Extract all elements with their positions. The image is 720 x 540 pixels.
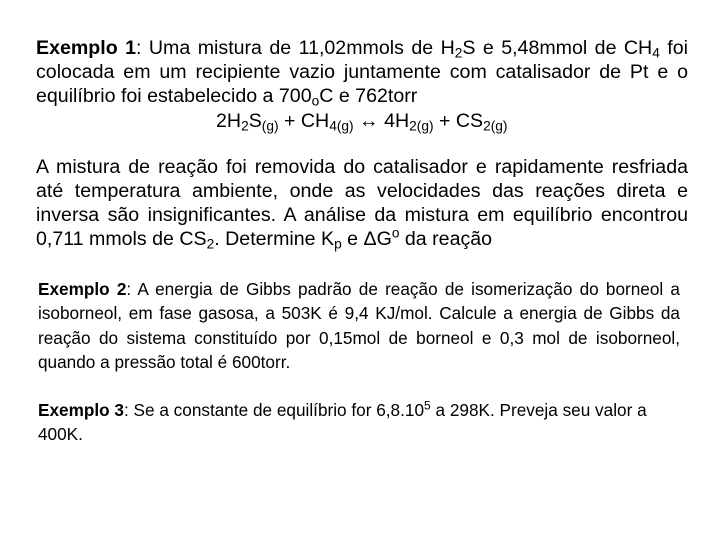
exemplo-1-body: A mistura de reação foi removida do catalisador e rapidamente resfriada até temperatura ambiente, onde as velocidades das reações direta e inversa são insignificantes. A análise da mistura em equilíbrio encontrou 0,711 mmols de $CS_2$. Determine $K_p$ e $\Delta G^o$ da reação xyxy=(36,155,688,252)
exemplo-3-label: Exemplo 3 xyxy=(38,400,124,420)
exemplo-3-text: Exemplo 3: Se a constante de equilíbrio for 6,8.10$^5$ a 298K. Preveja seu valor a 400K. xyxy=(38,398,647,445)
exemplo-1-block xyxy=(36,36,688,252)
exemplo-2-text: Exemplo 2: A energia de Gibbs padrão de reação de isomerização do borneol a isoborneol, em fase gasosa, a 503K é 9,4 KJ/mol. Calcule a energia de Gibbs da reação do sistema constituído por 0,15mol de borneol e 0,3 mol de isoborneol, quando a pressão total é 600torr. xyxy=(38,279,680,373)
exemplo-1-intro: Exemplo 1: Uma mistura de 11,02mmols de $H_2S$ e 5,48mmol de $CH_4$ foi colocada em um recipiente vazio juntamente com catalisador de Pt e o equilíbrio foi estabelecido a $700_oC$ e 762torr xyxy=(36,37,688,109)
reaction-equation: $2H_2S_{(g)} + CH_{4(g)}$ ↔ $4H_{2(g)} + CS_{2(g)}$ xyxy=(216,109,508,134)
exemplo-2-block xyxy=(38,277,680,375)
exemplo-3-block xyxy=(38,398,680,447)
exemplo-2-label: Exemplo 2 xyxy=(38,279,127,299)
exemplo-1-label: Exemplo 1 xyxy=(36,37,137,59)
